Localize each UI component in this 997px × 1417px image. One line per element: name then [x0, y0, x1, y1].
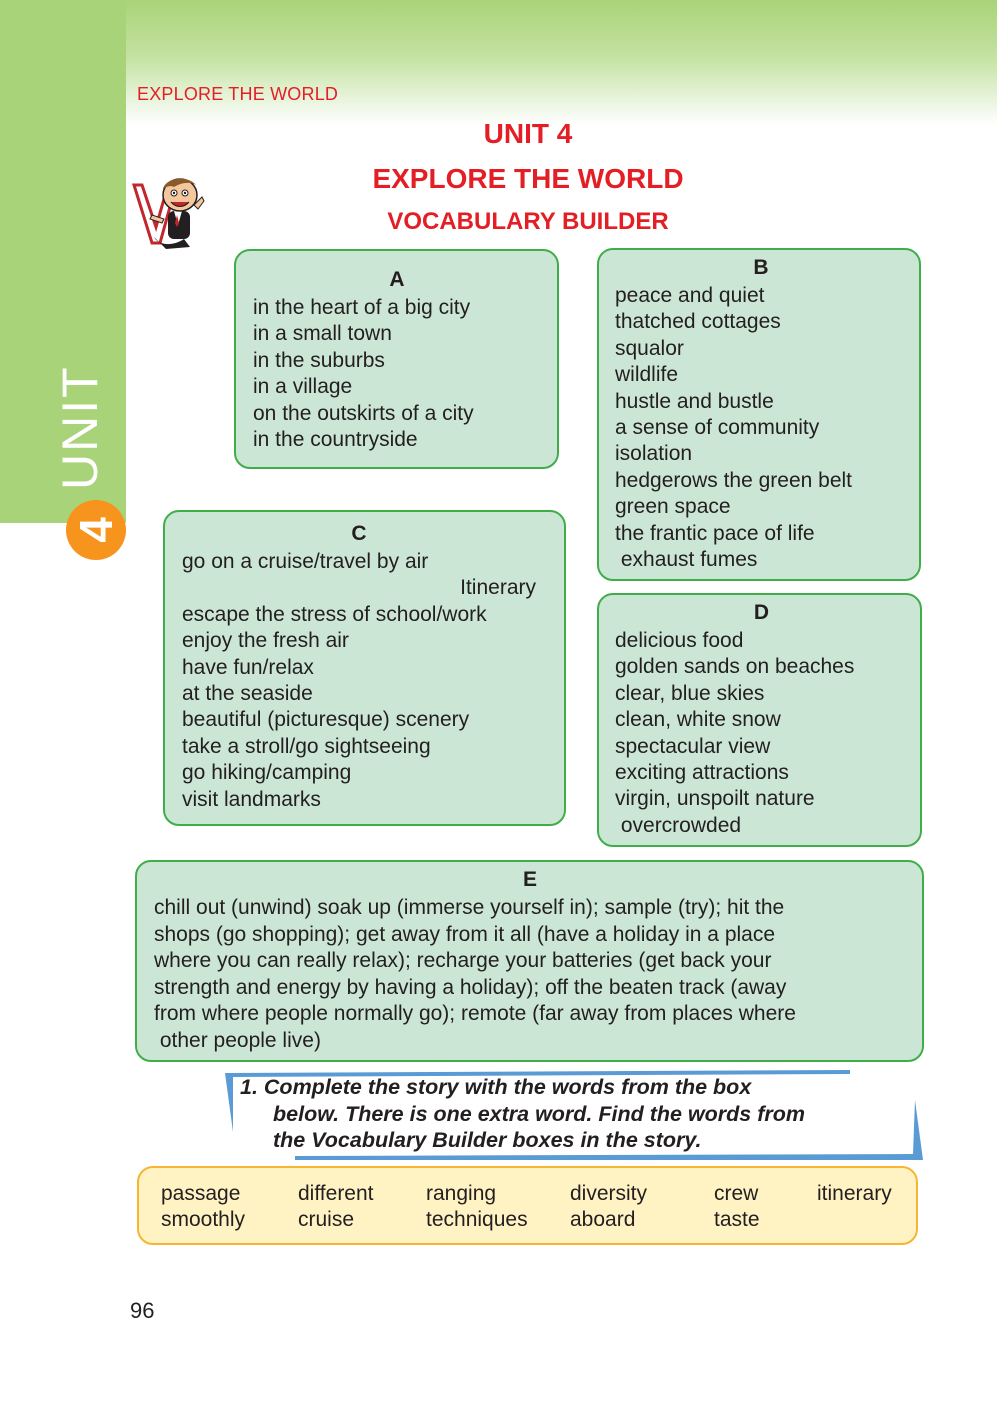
box-c-item: have fun/relax — [182, 655, 314, 679]
vocabulary-box-e — [135, 860, 924, 1062]
box-e-line: chill out (unwind) soak up (immerse yourself in); sample (try); hit the — [154, 896, 785, 919]
box-e-line: from where people normally go); remote (far away from places where — [154, 1002, 796, 1025]
box-b-item: the frantic pace of life — [615, 521, 815, 545]
box-d-heading: D — [753, 601, 770, 624]
box-e-heading: E — [522, 868, 537, 891]
box-c-item: visit landmarks — [182, 787, 321, 811]
word-option: techniques — [426, 1208, 528, 1231]
task-line-3: the Vocabulary Builder boxes in the story. — [273, 1128, 702, 1152]
box-b-item: a sense of community — [615, 416, 820, 440]
vocabulary-mascot-icon — [128, 175, 208, 251]
box-d-item: overcrowded — [615, 813, 742, 837]
theme-title: EXPLORE THE WORLD — [372, 163, 684, 194]
header-band — [0, 0, 997, 125]
box-b-item: hustle and bustle — [615, 389, 774, 413]
word-option: aboard — [570, 1208, 636, 1231]
box-b-item: isolation — [615, 442, 693, 466]
word-option: passage — [161, 1182, 241, 1205]
box-d-item: delicious food — [615, 629, 744, 652]
box-c-item: beautiful (picturesque) scenery — [182, 708, 470, 732]
word-option: different — [298, 1182, 374, 1205]
side-unit-number: 4 — [70, 517, 122, 543]
box-e-line: other people live) — [154, 1028, 321, 1052]
vocabulary-box-c — [163, 510, 566, 826]
box-a-item: in the countryside — [253, 428, 418, 452]
box-b-item: wildlife — [615, 363, 679, 387]
unit-title: UNIT 4 — [483, 118, 573, 149]
box-a-item: in the heart of a big city — [253, 296, 471, 319]
box-a-item: on the outskirts of a city — [253, 401, 474, 425]
box-d-item: clear, blue skies — [615, 681, 765, 705]
box-b-item: thatched cottages — [615, 310, 781, 334]
box-a-item: in a village — [253, 375, 353, 399]
word-option: ranging — [426, 1182, 497, 1205]
box-c-item: escape the stress of school/work — [182, 602, 487, 626]
box-a-heading: A — [389, 268, 405, 291]
box-b-heading: B — [753, 256, 769, 279]
box-c-item: enjoy the fresh air — [182, 629, 349, 653]
running-head: EXPLORE THE WORLD — [137, 84, 339, 104]
task-line-1: 1. Complete the story with the words from the box — [240, 1075, 752, 1099]
box-b-item: squalor — [615, 336, 684, 360]
section-title: VOCABULARY BUILDER — [387, 208, 669, 235]
vocabulary-box-d — [597, 593, 922, 847]
box-b-item: hedgerows the green belt — [615, 468, 852, 492]
word-option: smoothly — [161, 1208, 246, 1231]
box-c-heading: C — [351, 522, 367, 545]
box-d-item: clean, white snow — [615, 708, 781, 732]
box-d-item: spectacular view — [615, 734, 771, 758]
page-number: 96 — [130, 1298, 155, 1323]
box-c-item: go on a cruise/travel by air — [182, 550, 429, 573]
box-a-item: in a small town — [253, 322, 392, 346]
box-e-line: where you can really relax); recharge your batteries (get back your — [154, 949, 772, 972]
box-b-item: green space — [615, 495, 731, 519]
box-d-item: exciting attractions — [615, 761, 789, 785]
side-unit-label: UNIT — [52, 365, 108, 490]
box-d-item: virgin, unspoilt nature — [615, 787, 815, 811]
word-option: crew — [714, 1182, 759, 1205]
word-option: diversity — [570, 1182, 648, 1205]
word-option: cruise — [298, 1208, 355, 1231]
box-b-item: exhaust fumes — [615, 548, 758, 572]
box-d-item: golden sands on beaches — [615, 655, 855, 679]
box-b-item: peace and quiet — [615, 284, 765, 307]
box-c-item: Itinerary — [460, 576, 536, 600]
word-box — [137, 1166, 918, 1245]
box-c-item: take a stroll/go sightseeing — [182, 734, 431, 758]
word-option: itinerary — [817, 1182, 892, 1205]
box-c-item: at the seaside — [182, 682, 313, 706]
vocabulary-box-a — [234, 249, 559, 469]
vocabulary-box-b — [597, 248, 921, 581]
box-e-line: shops (go shopping); get away from it all (have a holiday in a place — [154, 922, 776, 946]
box-c-item: go hiking/camping — [182, 761, 352, 785]
box-a-item: in the suburbs — [253, 348, 385, 372]
task-line-2: below. There is one extra word. Find the words from — [273, 1101, 805, 1126]
word-option: taste — [714, 1208, 760, 1231]
box-e-line: strength and energy by having a holiday); off the beaten track (away — [154, 975, 787, 999]
task-instruction — [240, 1074, 930, 1154]
